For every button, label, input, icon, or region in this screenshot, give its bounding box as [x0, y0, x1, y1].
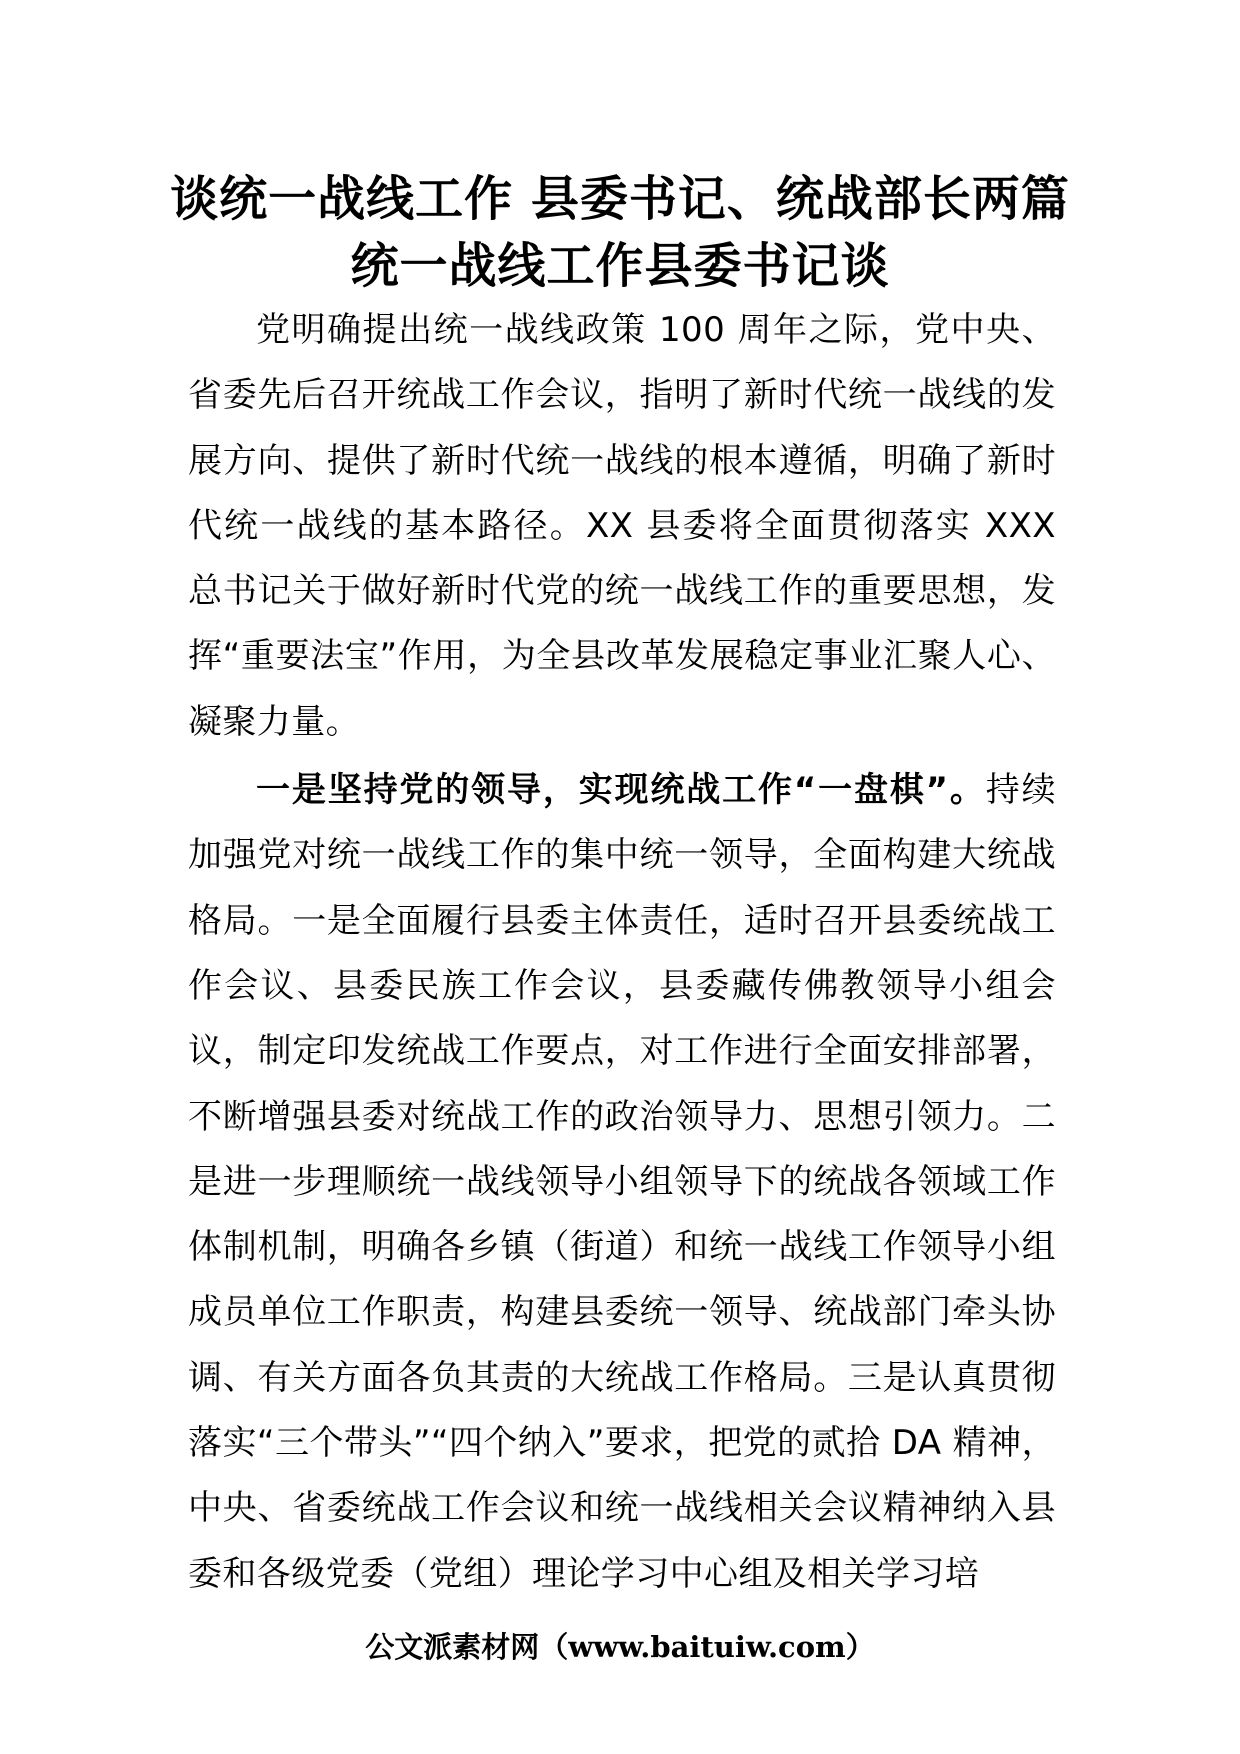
- paragraph-lead-heading: 一是坚持党的领导，实现统战工作“一盘棋”。: [256, 770, 986, 811]
- paragraph-point-one: [188, 758, 1056, 1607]
- footer-source-watermark: 公文派素材网（www.baituiw.com）: [365, 1630, 875, 1664]
- document-title-line-1: 谈统一战线工作 县委书记、统战部长两篇: [170, 171, 1070, 227]
- paragraph-intro: [188, 298, 1056, 755]
- document-title-line-2: 统一战线工作县委书记谈: [350, 238, 890, 294]
- paragraph-text: 党明确提出统一战线政策 100 周年之际，党中央、省委先后召开统战工作会议，指明了新时代统一战线的发展方向、提供了新时代统一战线的根本遵循，明确了新时代统一战线的基本路径。XX 县委将全面贯彻落实 XXX 总书记关于做好新时代党的统一战线工作的重要思想，发挥“重要法宝”作用，为全县改革发展稳定事业汇聚人心、凝聚力量。: [188, 310, 1056, 742]
- document-body: [188, 298, 1056, 1607]
- paragraph-text: 持续加强党对统一战线工作的集中统一领导，全面构建大统战格局。一是全面履行县委主体责任，适时召开县委统战工作会议、县委民族工作会议，县委藏传佛教领导小组会议，制定印发统战工作要点，对工作进行全面安排部署，不断增强县委对统战工作的政治领导力、思想引领力。二是进一步理顺统一战线领导小组领导下的统战各领域工作体制机制，明确各乡镇（街道）和统一战线工作领导小组成员单位工作职责，构建县委统一领导、统战部门牵头协调、有关方面各负其责的大统战工作格局。三是认真贯彻落实“三个带头”“四个纳入”要求，把党的贰拾 DA 精神，中央、省委统战工作会议和统一战线相关会议精神纳入县委和各级党委（党组）理论学习中心组及相关学习培: [188, 770, 1056, 1594]
